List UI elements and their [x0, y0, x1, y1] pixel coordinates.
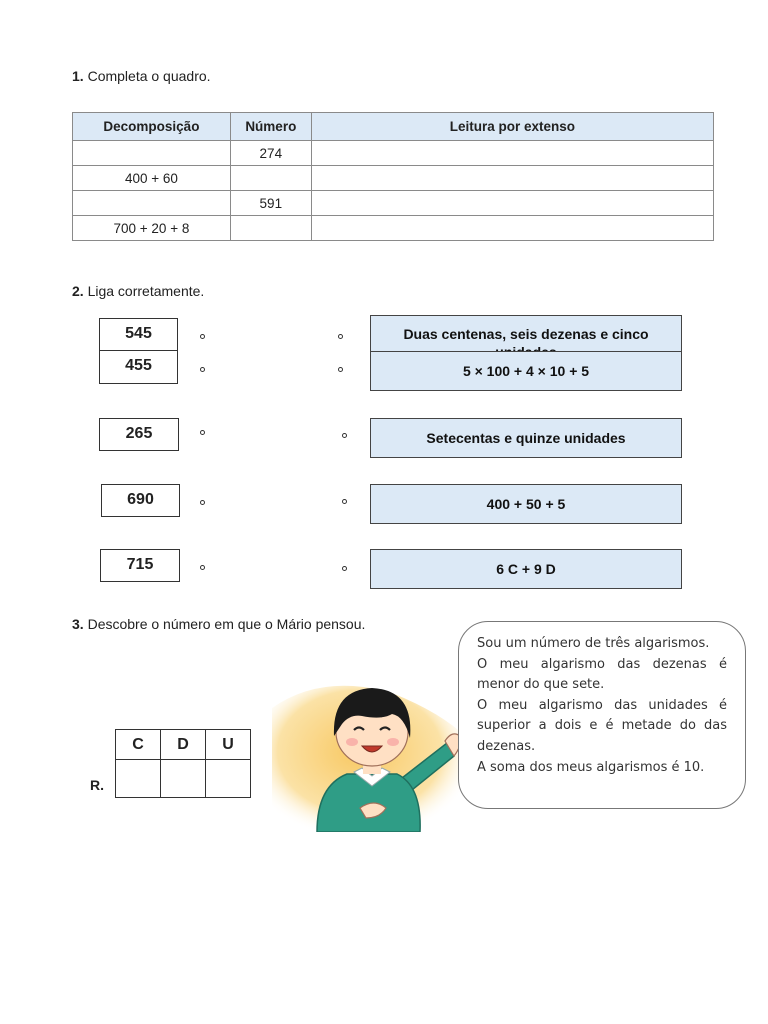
exercise-3-title [72, 616, 365, 632]
exercise-2-text: Liga corretamente. [87, 283, 205, 299]
header-d: D [161, 730, 206, 760]
number-box-715: 715 [100, 549, 180, 582]
option-box-words-715: Setecentas e quinze unidades [370, 418, 682, 458]
cell-decomposition[interactable]: 700 + 20 + 8 [73, 216, 231, 241]
bubble-line: Sou um número de três algarismos. [477, 636, 710, 651]
header-c: C [116, 730, 161, 760]
table-row [73, 216, 714, 241]
cell-number[interactable] [230, 166, 311, 191]
cell-reading[interactable] [311, 191, 713, 216]
right-connector-dot[interactable] [338, 367, 343, 372]
option-box-words-265: Duas centenas, seis dezenas e cinco [370, 315, 682, 353]
bubble-line: A soma dos meus algarismos é 10. [477, 759, 705, 775]
cell-c[interactable] [116, 760, 161, 798]
option-box-expression-545: 5 × 100 + 4 × 10 + 5 [370, 351, 682, 391]
number-box-265: 265 [99, 418, 179, 451]
number-box-545: 545 [99, 318, 178, 352]
number-box-690: 690 [101, 484, 180, 517]
right-connector-dot[interactable] [342, 499, 347, 504]
speech-bubble [458, 621, 746, 809]
place-value-answer-row [116, 760, 251, 798]
cell-decomposition[interactable] [73, 141, 231, 166]
number-box-455: 455 [99, 350, 178, 384]
table-row [73, 141, 714, 166]
table-row [73, 191, 714, 216]
exercise-1-title [72, 68, 211, 84]
cell-number[interactable]: 591 [230, 191, 311, 216]
bubble-line: O meu algarismo das unidades é superior a dois e é metade do das dezenas. [477, 697, 727, 754]
cell-reading[interactable] [311, 141, 713, 166]
bubble-line: O meu algarismo das dezenas é menor do que sete. [477, 656, 727, 693]
exercise-2-title [72, 283, 204, 299]
header-u: U [206, 730, 251, 760]
place-value-table [115, 729, 251, 798]
cell-d[interactable] [161, 760, 206, 798]
right-connector-dot[interactable] [342, 566, 347, 571]
exercise-1-text: Completa o quadro. [87, 68, 211, 84]
exercise-2-number: 2. [72, 283, 84, 299]
right-connector-dot[interactable] [338, 334, 343, 339]
exercise-1-number: 1. [72, 68, 84, 84]
header-decomposicao: Decomposição [73, 113, 231, 141]
answer-label: R. [90, 777, 104, 793]
cell-reading[interactable] [311, 216, 713, 241]
cell-u[interactable] [206, 760, 251, 798]
cell-number[interactable]: 274 [230, 141, 311, 166]
left-connector-dot[interactable] [200, 430, 205, 435]
decomposition-table [72, 112, 714, 241]
header-leitura: Leitura por extenso [311, 113, 713, 141]
header-numero: Número [230, 113, 311, 141]
cell-decomposition[interactable]: 400 + 60 [73, 166, 231, 191]
boy-pointing-illustration [262, 668, 472, 832]
exercise-3-number: 3. [72, 616, 84, 632]
left-connector-dot[interactable] [200, 367, 205, 372]
option-box-expression-455: 400 + 50 + 5 [370, 484, 682, 524]
table-row [73, 166, 714, 191]
table-header-row [73, 113, 714, 141]
cell-number[interactable] [230, 216, 311, 241]
left-connector-dot[interactable] [200, 500, 205, 505]
right-connector-dot[interactable] [342, 433, 347, 438]
left-connector-dot[interactable] [200, 565, 205, 570]
place-value-header-row [116, 730, 251, 760]
left-connector-dot[interactable] [200, 334, 205, 339]
option-box-cd-690: 6 C + 9 D [370, 549, 682, 589]
cell-reading[interactable] [311, 166, 713, 191]
exercise-3-text: Descobre o número em que o Mário pensou. [87, 616, 366, 632]
cell-decomposition[interactable] [73, 191, 231, 216]
